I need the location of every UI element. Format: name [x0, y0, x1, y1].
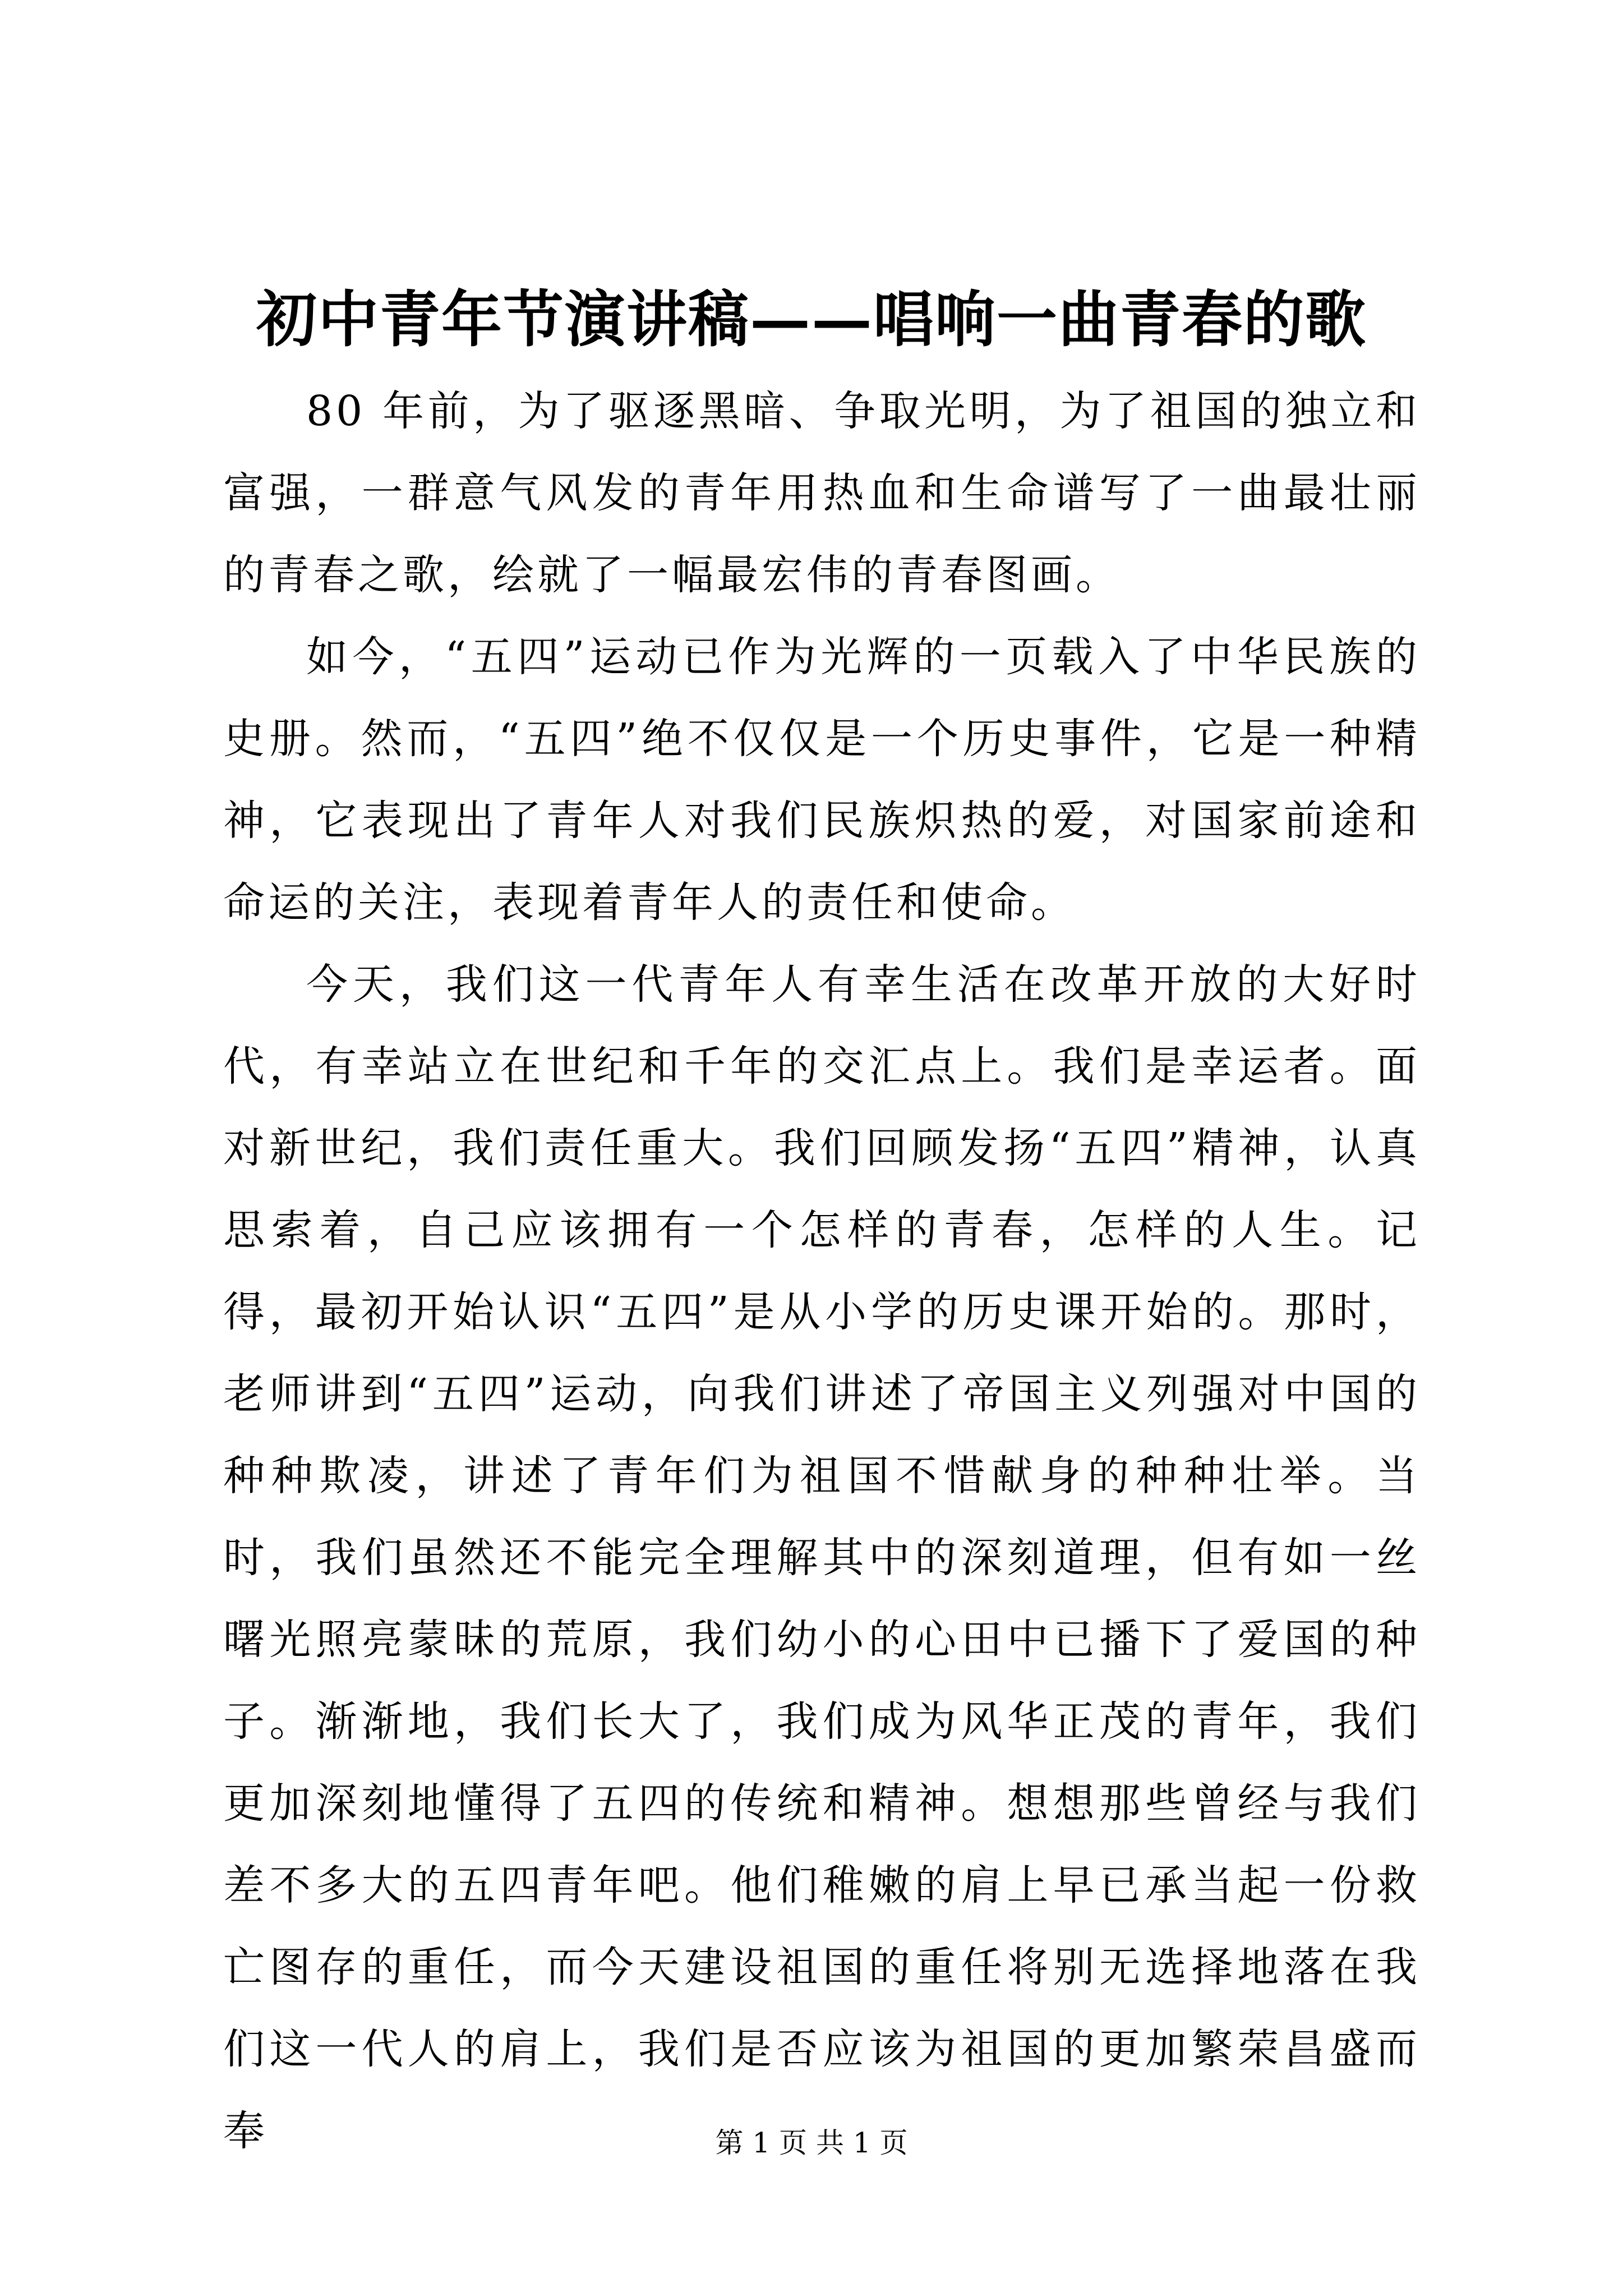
document-body [223, 370, 1421, 2172]
document-title: 初中青年节演讲稿——唱响一曲青春的歌 [256, 284, 1367, 355]
page-number-footer: 第 1 页 共 1 页 [715, 2127, 908, 2159]
paragraph-2: 如今，“五四”运动已作为光辉的一页载入了中华民族的史册。然而，“五四”绝不仅仅是一个历史事件，它是一种精神，它表现出了青年人对我们民族炽热的爱，对国家前途和命运的关注，表现着青年人的责任和使命。 [223, 633, 1421, 927]
paragraph-3: 今天，我们这一代青年人有幸生活在改革开放的大好时代，有幸站立在世纪和千年的交汇点上。我们是幸运者。面对新世纪，我们责任重大。我们回顾发扬“五四”精神，认真思索着，自己应该拥有一个怎样的青春，怎样的人生。记得，最初开始认识“五四”是从小学的历史课开始的。那时，老师讲到“五四”运动，向我们讲述了帝国主义列强对中国的种种欺凌，讲述了青年们为祖国不惜献身的种种壮举。当时，我们虽然还不能完全理解其中的深刻道理，但有如一丝曙光照亮蒙昧的荒原，我们幼小的心田中已播下了爱国的种子。渐渐地，我们长大了，我们成为风华正茂的青年，我们更加深刻地懂得了五四的传统和精神。想想那些曾经与我们差不多大的五四青年吧。他们稚嫩的肩上早已承当起一份救亡图存的重任，而今天建设祖国的重任将别无选择地落在我们这一代人的肩上，我们是否应该为祖国的更加繁荣昌盛而奉 [223, 960, 1421, 2155]
paragraph-1: 80 年前，为了驱逐黑暗、争取光明，为了祖国的独立和富强，一群意气风发的青年用热血和生命谱写了一曲最壮丽的青春之歌，绘就了一幅最宏伟的青春图画。 [223, 387, 1421, 599]
